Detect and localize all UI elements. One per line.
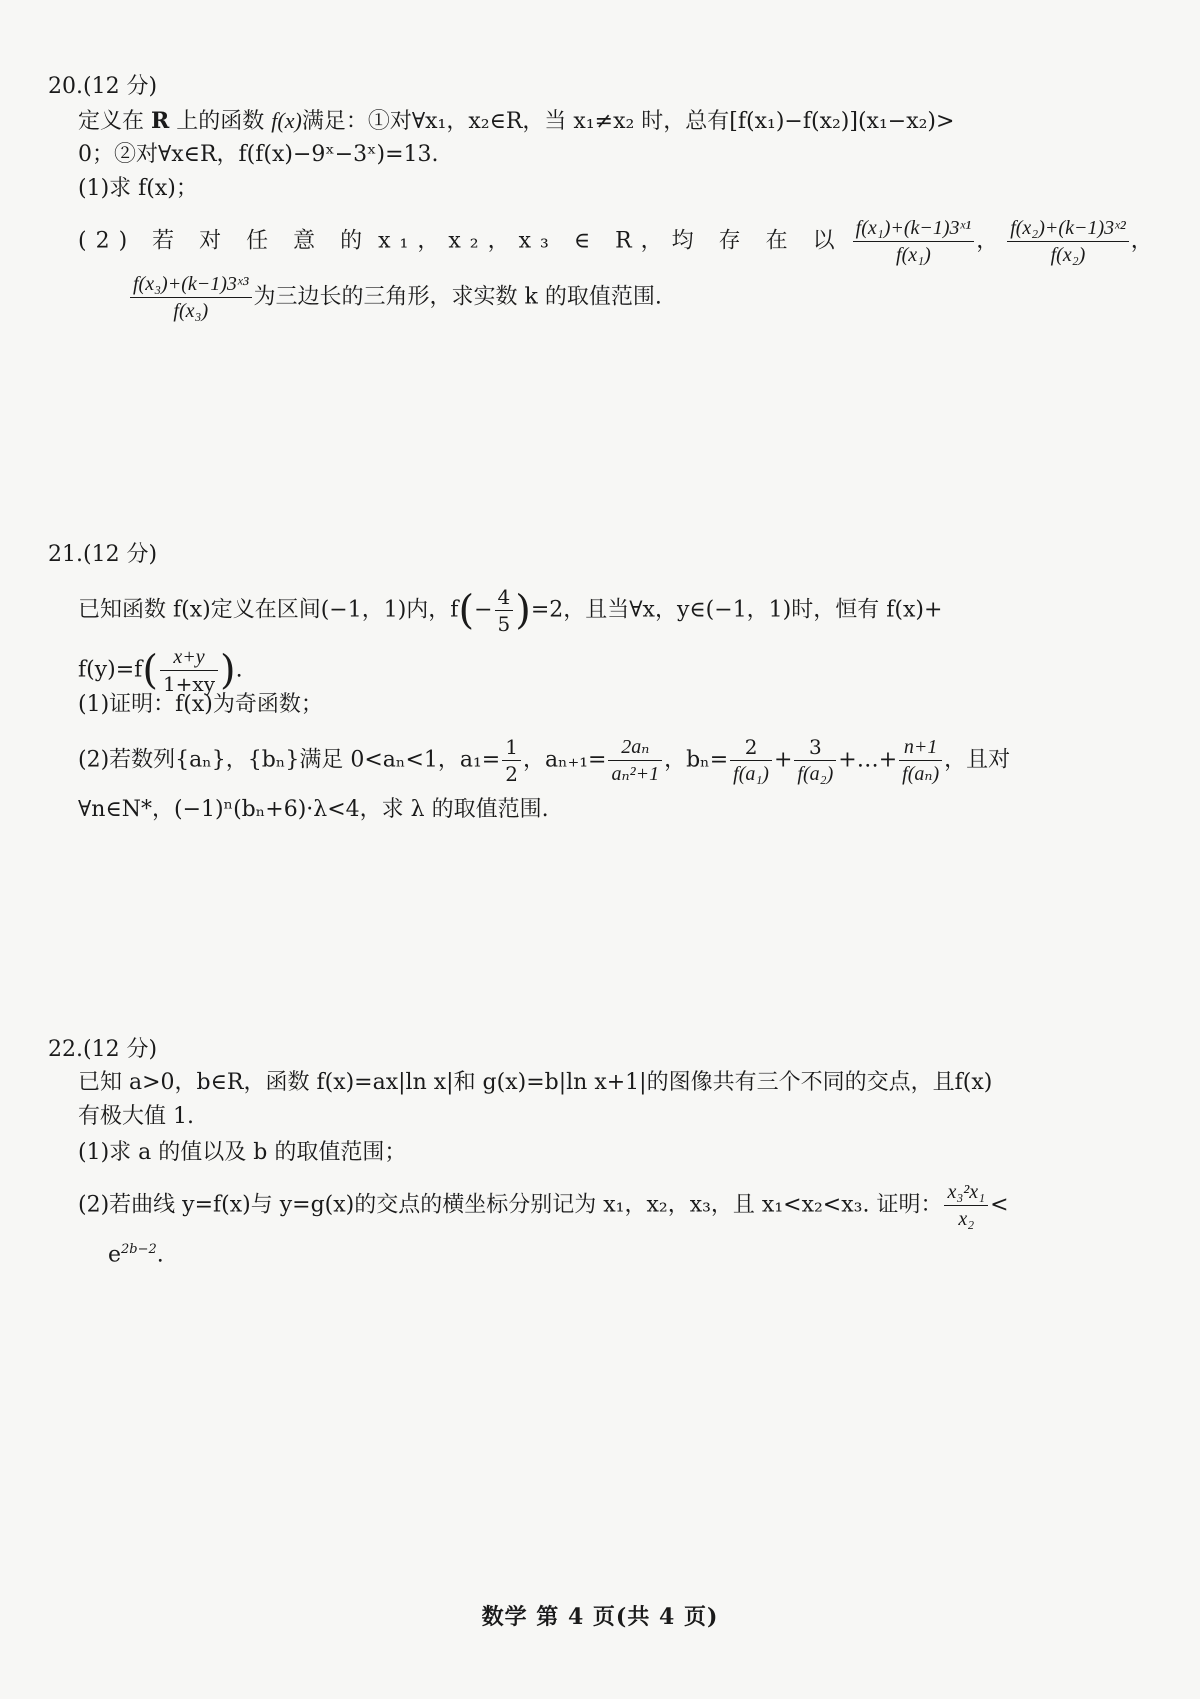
- q20-R: R: [151, 108, 170, 134]
- q21-part2-b: ，aₙ₊₁=: [522, 747, 607, 773]
- question-21-number: 21.(12 分): [48, 542, 158, 567]
- question-20-number: 20.(12 分): [48, 74, 158, 99]
- q22-lt: <: [990, 1192, 1009, 1218]
- q21-fraction-b2: $\frac{3}{\text{f(a₂)}}$: [794, 735, 836, 786]
- q22-fraction: $\frac{\text{x₃²x₁}}{\text{x₂}}$: [944, 1180, 988, 1231]
- question-21-part-1: (1)证明：f(x)为奇函数；: [78, 692, 323, 717]
- q21-line2-end: .: [235, 657, 243, 683]
- question-22-part-2-line-2: [108, 1235, 164, 1270]
- q21-fraction-bn: $\frac{n+1}{\text{f(aₙ)}}$: [899, 735, 942, 786]
- question-22-number: 22.(12 分): [48, 1037, 158, 1062]
- q22-last-base: e: [108, 1242, 122, 1268]
- q21-neg: −: [474, 597, 493, 623]
- question-22-stem-line-1: 已知 a>0，b∈R，函数 f(x)=ax|ln x|和 g(x)=b|ln x+1|的图像共有三个不同的交点，且f(x): [78, 1070, 993, 1095]
- q20-part2-vars: x₁，x₂，x₃ ∈ R，均 存 在 以: [378, 228, 844, 254]
- q21-line2-a: f(y)=f: [78, 657, 143, 683]
- q21-part2-a: (2)若数列{aₙ}，{bₙ}满足 0<aₙ<1，a₁=: [78, 747, 501, 773]
- question-20-stem-line-2: 0；②对∀x∈R，f(f(x)−9ˣ−3ˣ)=13.: [78, 142, 439, 167]
- q20-intro-b: 上的函数: [169, 109, 272, 134]
- q20-intro-c: 满足：①对∀: [301, 109, 426, 134]
- q21-fraction-recurrence: $\frac{\text{2aₙ}}{\text{aₙ²+1}}$: [608, 735, 662, 786]
- q20-comma-2: ，: [1130, 228, 1153, 254]
- q20-fraction-2: $\frac{\text{f(x₂)+(k−1)3ˣ²}}{\text{f(x₂)}}$: [1007, 216, 1129, 267]
- question-20-part-1: (1)求 f(x)；: [78, 176, 198, 201]
- q21-part2-d: ，且对: [944, 747, 1011, 773]
- q22-last-period: .: [156, 1242, 164, 1268]
- q21-fraction-half: $\frac{1}{2}$: [502, 735, 521, 786]
- question-21-stem-line-2: f(y)=f( $\frac{x+y}{1+xy}$ ).: [78, 646, 243, 696]
- question-20-part-2-line-2: [128, 272, 662, 323]
- q20-fraction-3: $\frac{\text{f(x₃)+(k−1)3ˣ³}}{\text{f(x₃)}}$: [130, 272, 252, 323]
- question-21-part-2-line-2: ∀n∈N*，(−1)ⁿ(bₙ+6)·λ<4，求 λ 的取值范围.: [78, 797, 549, 822]
- q20-fraction-1: $\frac{\text{f(x₁)+(k−1)3ˣ¹}}{\text{f(x₁)}}$: [853, 216, 975, 267]
- question-21-stem-line-1: 已知函数 f(x)定义在区间(−1，1)内，f(− $\frac{4}{5}$ )=2，且当∀x，y∈(−1，1)时，恒有 f(x)+: [78, 585, 943, 636]
- q20-part2-tail: 为三边长的三角形，求实数 k 的取值范围.: [253, 284, 662, 310]
- q20-fx: f(x): [271, 108, 302, 133]
- q21-part2-c: ，bₙ=: [664, 747, 729, 773]
- q21-fraction-4-5: $\frac{4}{5}$: [495, 585, 514, 636]
- question-20-part-2-line-1: [78, 216, 1153, 267]
- question-22-part-2-line-1: [78, 1180, 1009, 1231]
- q22-last-exp: 2b−2: [121, 1242, 157, 1257]
- q20-intro-d: x₁，x₂∈R，当 x₁≠x₂ 时，总有[f(x₁)−f(x₂)](x₁−x₂)>: [425, 109, 955, 134]
- q20-part2-label: (2) 若 对 任 意 的: [78, 228, 372, 254]
- q22-part2-a: (2)若曲线 y=f(x)与 y=g(x)的交点的横坐标分别记为 x₁，x₂，x₃，且 x₁<x₂<x₃. 证明：: [78, 1192, 943, 1218]
- question-22-stem-line-2: 有极大值 1.: [78, 1104, 194, 1129]
- q21-fraction-sum: $\frac{x+y}{1+xy}$: [160, 645, 218, 696]
- page-footer: 数学 第 4 页(共 4 页): [481, 1604, 719, 1630]
- q21-dots: +…+: [838, 747, 898, 773]
- question-22-part-1: (1)求 a 的值以及 b 的取值范围；: [78, 1140, 407, 1165]
- q21-plus: +: [773, 747, 793, 773]
- q21-fraction-b1: $\frac{2}{\text{f(a₁)}}$: [730, 735, 772, 786]
- q20-intro-a: 定义在: [78, 109, 151, 134]
- question-21-part-2-line-1: [78, 735, 1010, 786]
- q21-line1-a: 已知函数 f(x)定义在区间(−1，1)内，f: [78, 597, 459, 623]
- q20-comma-1: ，: [976, 228, 999, 254]
- q21-line1-b: =2，且当∀x，y∈(−1，1)时，恒有 f(x)+: [530, 597, 943, 623]
- question-20-stem-line-1: [78, 106, 954, 137]
